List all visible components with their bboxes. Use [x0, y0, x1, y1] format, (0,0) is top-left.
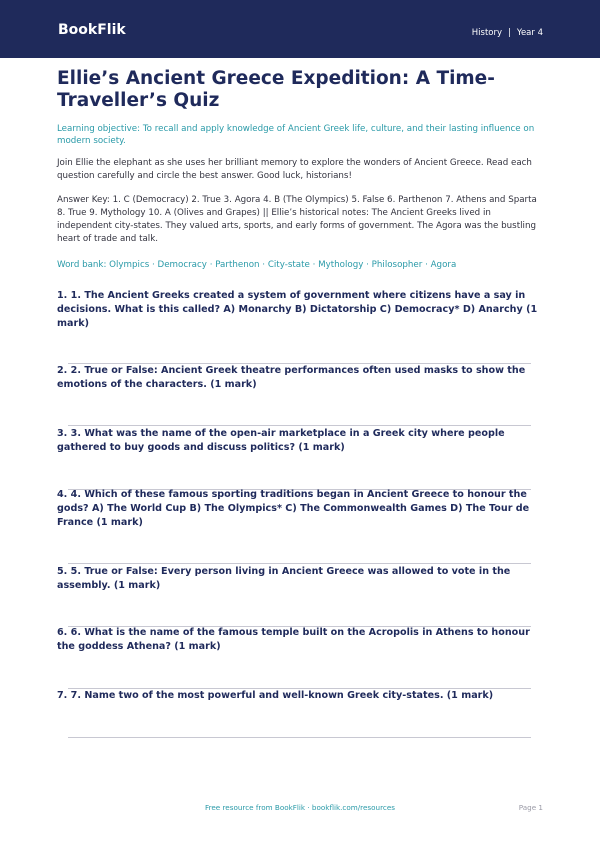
- breadcrumb-separator: |: [508, 28, 511, 38]
- question-3: 3. 3. What was the name of the open-air marketplace in a Greek city where people gathered to buy goods and discuss politics? (1 mark): [57, 428, 505, 453]
- page-title: Ellie’s Ancient Greece Expedition: A Time-Traveller’s Quiz: [57, 68, 495, 111]
- breadcrumb-year[interactable]: Year 4: [516, 28, 543, 38]
- answer-key: Answer Key: 1. C (Democracy) 2. True 3. Agora 4. B (The Olympics) 5. False 6. Parthenon 7. Athens and Sparta 8. True 9. Mythology 10. A (Olives and Grapes) || Ellie’s historical notes: The Ancient Greeks lived in independent city-states. They valued arts, sports, and early forms of government. The Agora was the bustling heart of trade and talk.: [57, 195, 537, 244]
- learning-objective: Learning objective: To recall and apply knowledge of Ancient Greek life, culture, and their lasting influence on modern society.: [57, 124, 535, 146]
- question-5: 5. 5. True or False: Every person living in Ancient Greece was allowed to vote in the assembly. (1 mark): [57, 566, 511, 591]
- breadcrumb-subject[interactable]: History: [471, 28, 503, 38]
- page-number: Page 1: [518, 803, 543, 812]
- footer-resource-link[interactable]: Free resource from BookFlik · bookflik.com/resources: [204, 803, 396, 812]
- question-1: 1. 1. The Ancient Greeks created a system of government where citizens have a say in decisions. What is this called? A) Monarchy B) Dictatorship C) Democracy* D) Anarchy (1 mark): [57, 290, 538, 329]
- intro-text: Join Ellie the elephant as she uses her brilliant memory to explore the wonders of Ancient Greece. Read each question carefully and circle the best answer. Good luck, historians!: [57, 158, 532, 181]
- answer-line-2[interactable]: [68, 425, 531, 426]
- header-bar: [0, 0, 600, 58]
- word-bank: Word bank: Olympics · Democracy · Parthenon · City-state · Mythology · Philosopher · Agora: [57, 260, 457, 270]
- question-6: 6. 6. What is the name of the famous temple built on the Acropolis in Athens to honour the goddess Athena? (1 mark): [57, 627, 530, 652]
- question-2: 2. 2. True or False: Ancient Greek theatre performances often used masks to show the emotions of the characters. (1 mark): [57, 365, 526, 390]
- answer-line-7[interactable]: [68, 737, 531, 738]
- breadcrumb: [472, 28, 543, 38]
- question-7: 7. 7. Name two of the most powerful and well-known Greek city-states. (1 mark): [57, 690, 494, 701]
- question-4: 4. 4. Which of these famous sporting traditions began in Ancient Greece to honour the gods? A) The World Cup B) The Olympics* C) The Commonwealth Games D) The Tour de France (1 mark): [57, 489, 530, 528]
- brand-logo[interactable]: BookFlik: [58, 22, 126, 38]
- answer-line-4[interactable]: [68, 563, 531, 564]
